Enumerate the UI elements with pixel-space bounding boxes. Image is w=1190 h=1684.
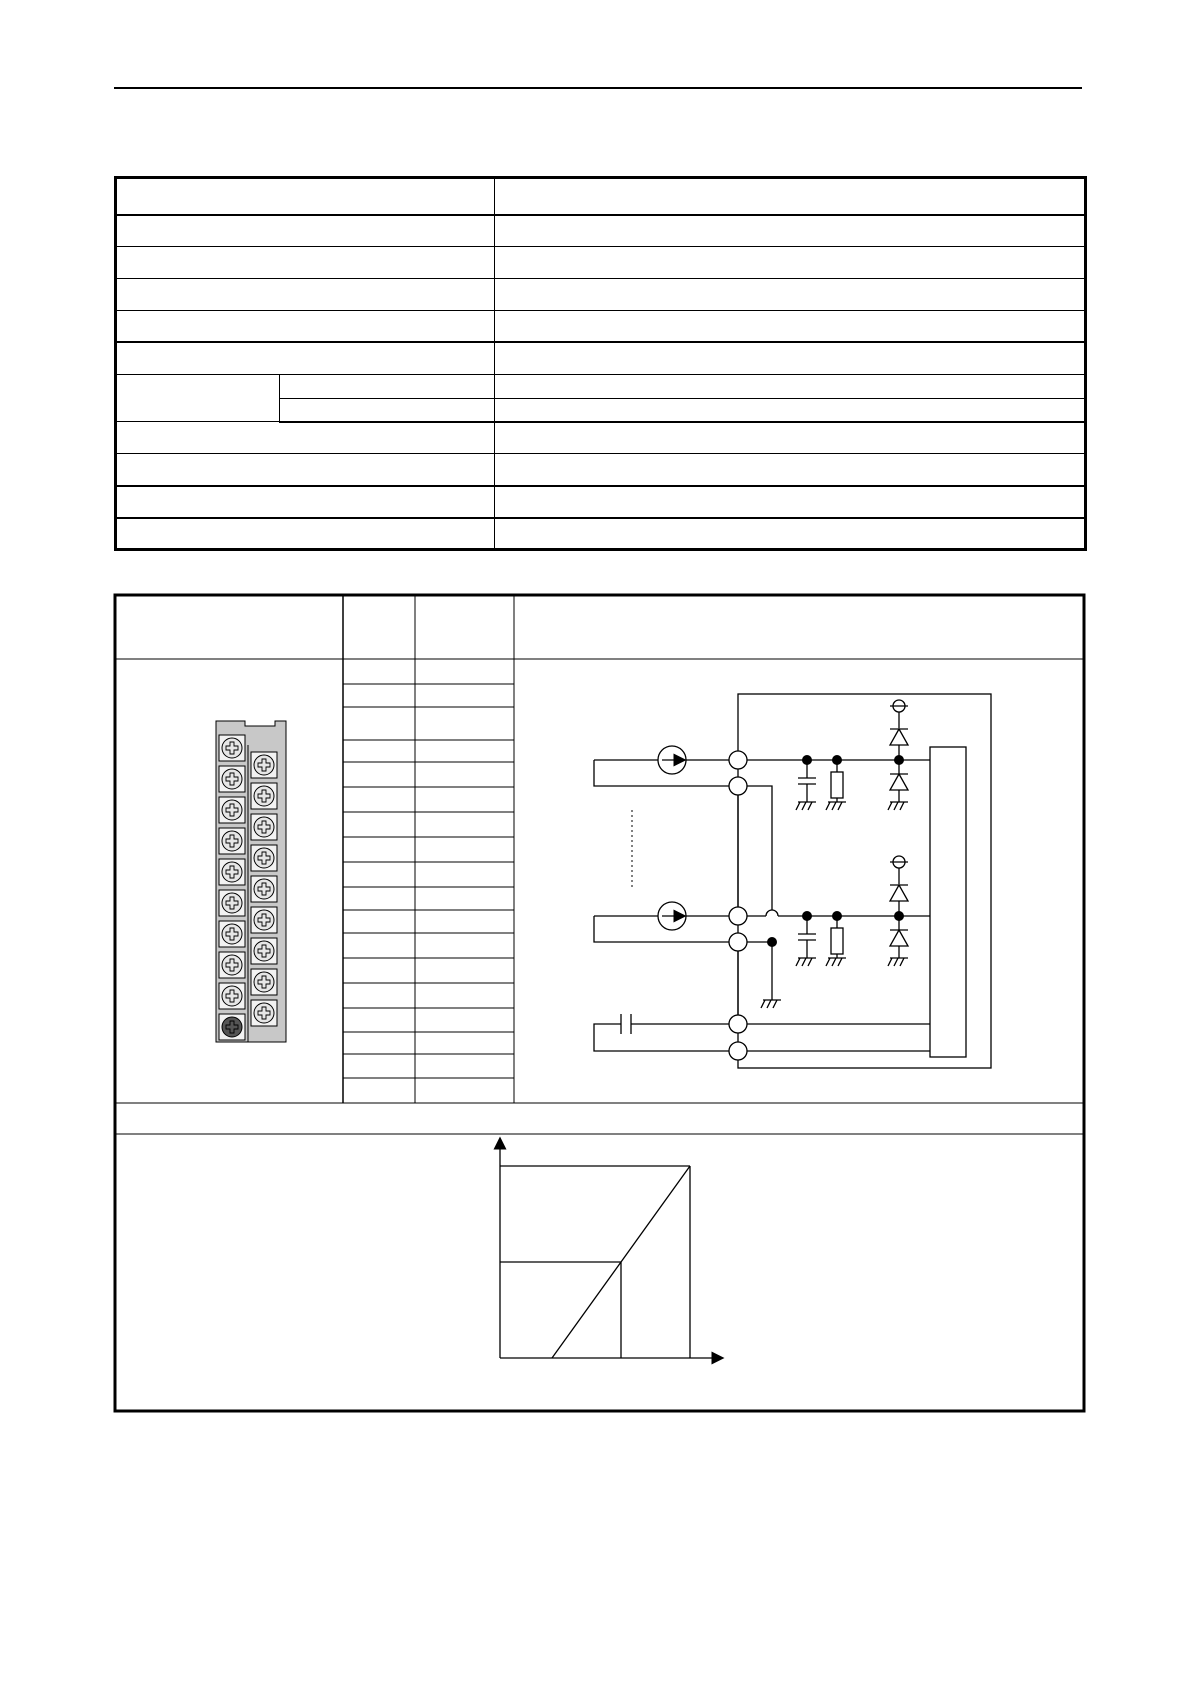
screw-icon — [251, 814, 277, 840]
terminal-block-image — [216, 721, 286, 1042]
characteristic-graph — [500, 1143, 718, 1358]
ground-icon — [888, 802, 908, 810]
ad-converter-box — [930, 747, 966, 1057]
diode-icon — [890, 885, 908, 901]
screw-icon — [219, 735, 245, 761]
terminal-circle-icon — [729, 933, 747, 951]
screw-icon — [219, 983, 245, 1009]
screw-icon — [219, 890, 245, 916]
screw-icon — [251, 876, 277, 902]
screw-icon — [219, 797, 245, 823]
resistor-icon — [831, 928, 843, 954]
screw-icon — [251, 752, 277, 778]
diode-icon — [890, 774, 908, 790]
screw-icon — [251, 1000, 277, 1026]
ground-icon — [796, 802, 816, 810]
screw-icon — [219, 766, 245, 792]
resistor-icon — [831, 772, 843, 798]
ground-icon — [761, 1000, 781, 1008]
circuit-diagram — [594, 694, 991, 1068]
terminal-circle-icon — [729, 751, 747, 769]
terminal-number-grid — [343, 684, 514, 1078]
screw-icon — [251, 938, 277, 964]
ground-icon — [888, 958, 908, 966]
terminal-circle-icon — [729, 1015, 747, 1033]
diode-icon — [890, 930, 908, 946]
screw-icon — [219, 921, 245, 947]
screw-icon — [251, 969, 277, 995]
terminal-circle-icon — [729, 777, 747, 795]
ground-icon — [796, 958, 816, 966]
screw-icon — [251, 907, 277, 933]
screw-icon — [219, 828, 245, 854]
screw-icon — [251, 845, 277, 871]
screw-icon — [219, 859, 245, 885]
screw-icon — [219, 952, 245, 978]
ground-icon — [826, 958, 846, 966]
screw-icon — [251, 783, 277, 809]
terminal-circle-icon — [729, 1042, 747, 1060]
ground-icon — [826, 802, 846, 810]
screw-icon — [219, 1014, 245, 1040]
terminal-circle-icon — [729, 907, 747, 925]
diode-icon — [890, 729, 908, 745]
